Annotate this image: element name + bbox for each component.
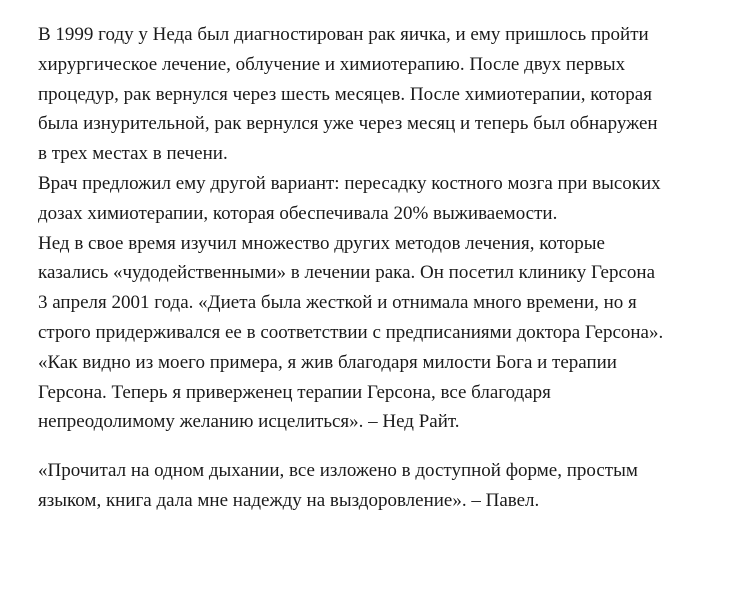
paragraph-pavel-review: «Прочитал на одном дыхании, все изложено в доступной форме, простым языком, книга дала мне надежду на выздоровление». – Павел. [38, 460, 638, 511]
paragraph-spacer [38, 437, 728, 456]
document-body [38, 20, 728, 516]
paragraph-doctor-offer: Врач предложил ему другой вариант: пересадку костного мозга при высоких дозах химиотерапии, которая обеспечивала 20% выживаемости. [38, 172, 661, 224]
paragraph-ned-quote: «Как видно из моего примера, я жив благодаря милости Бога и терапии Герсона. Теперь я приверженец терапии Герсона, все благодаря непреодолимому желанию исцелиться». – Нед Райт. [38, 351, 617, 433]
paragraph-gerson-clinic: Нед в свое время изучил множество других методов лечения, которые казались «чудодейственными» в лечении рака. Он посетил клинику Герсона 3 апреля 2001 года. «Диета была жесткой и отнимала много времени, но я строго придерживался ее в соответствии с предписаниями доктора Герсона». [38, 232, 664, 343]
paragraph-diagnosis: В 1999 году у Неда был диагностирован рак яичка, и ему пришлось пройти хирургическое лечение, облучение и химиотерапию. После двух первых процедур, рак вернулся через шесть месяцев. После химиотерапии, которая была изнурительной, рак вернулся уже через месяц и теперь был обнаружен в трех местах в печени. [38, 24, 658, 165]
